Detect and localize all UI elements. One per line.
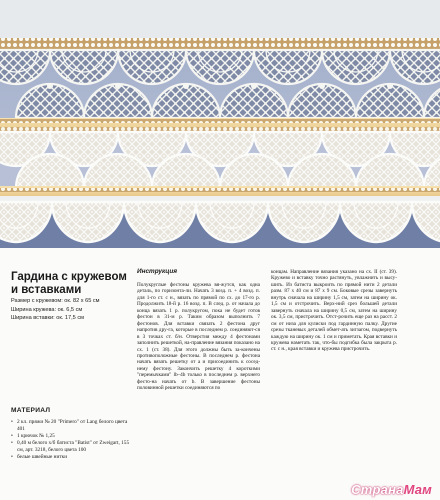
instructions-text-1: Полукруглые фестоны кружева вя-жутся, как одна деталь, по горизонта-ли. Начать 3 возд. п. + 4 возд. п. для 1-го ст. с н., вязать по прямой по сх. до 17-го р. Продолжить 18-й р. 16 возд. п. В след. р. от начала до конца вязать 1 р. полукругом, пока не будет готов фестон в 31-м р. Таким образом выполнить 7 фестонов. Для вставки связать 2 фестона друг напротив дру-га, которые в последнем р. соединяют-ся в 3 точках ст. б/н. Отверстия между 4 фестонами заполнить решеткой, на-правление вязания показано на сх. 1 (ст. 38). Для этого должны быть за-кончены противоположные фестоны. В последнем р. фестона начать вязать решетку от а и присоединить к сосед-нему фестону. Закончить решетку 4 короткими "перемычками" lb–4b только в последнем р. верхнего фесто-на начать от b. В завершение фестоны половинной решетки соединяются по bbox=[137, 282, 260, 392]
material-item: • белые швейные нитки bbox=[11, 454, 131, 461]
size-insert-width: Ширина вставки: ок. 17,5 см bbox=[11, 315, 84, 322]
article-title: Гардина с кружевом и вставками bbox=[11, 271, 127, 296]
site-watermark bbox=[351, 482, 432, 497]
materials-list bbox=[11, 419, 131, 460]
size-lace-width: Ширина кружева: ок. 6,5 см bbox=[11, 306, 83, 313]
size-list bbox=[11, 297, 129, 323]
materials-heading: МАТЕРИАЛ bbox=[11, 407, 51, 414]
material-item: • 1 крючок № 1,25 bbox=[11, 433, 131, 440]
size-overall: Размер с кружевом: ок. 82 х 65 см bbox=[11, 298, 100, 304]
material-item: • 0,40 м белого х/б батиста "Batist" от Zweigart, 155 см, арт. 3218, белого цвета 100 bbox=[11, 440, 131, 454]
material-item: • 2 кл. пряжи № 20 "Primero" от Lang белого цвета 401 bbox=[11, 419, 131, 433]
watermark-part-1: Страна bbox=[351, 482, 404, 497]
instructions-text-2: концам. Направление вязания указано на сх. II (ст. 39). Кружево и вставку точно растянуть, увлажнить и высу-шить. Из батиста выкроить по прямой нити 2 детали разм. 87 х 40 см и 87 х 9 см. Боковые срезы завернуть внутрь сначала на ширину 1,5 см, затем на ширину ок. 1,5 см и отстрочить. Верх-ний срез большей детали завернуть сначала на ширину 0,5 см, затем на ширину ок. 3,5 см, пристрочить. Отст-рочить еще раз на расст. 2 см от низа для кулиски под гардинную палку. Другие срезы тканевых деталей обмет-ать зигзагом, подвернуть каждую на ширину ок. 1 см и приметать. Края вставки и кружева наметать так, что-бы подгибка была закрыта р. ст. с н., края вставки и кружева пристрочить. bbox=[271, 269, 397, 353]
instructions-column-1 bbox=[137, 282, 260, 392]
watermark-part-2: Мам bbox=[403, 482, 432, 497]
instructions-column-2 bbox=[271, 269, 397, 353]
instructions-heading: Инструкция bbox=[137, 268, 178, 275]
